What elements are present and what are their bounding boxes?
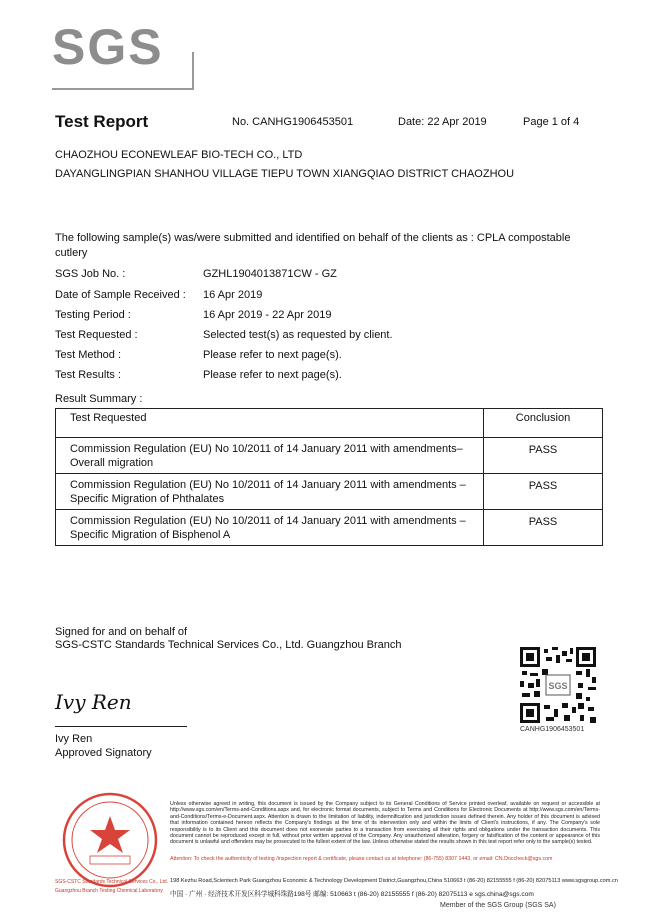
results-label: Test Results : [55,369,122,381]
logo-underline [52,88,192,90]
conclusion-cell: PASS [484,474,603,510]
test-cell [56,474,484,510]
summary-caption: Result Summary : [55,393,143,405]
test-line-2: Specific Migration of Bisphenol A [70,529,231,541]
test-line-2: Overall migration [70,457,154,469]
results-value: Please refer to next page(s). [203,369,342,381]
job-no-label: SGS Job No. : [55,268,126,280]
result-summary-table [55,408,603,546]
report-number: No. CANHG1906453501 [232,116,354,128]
received-value: 16 Apr 2019 [203,289,263,301]
period-value: 16 Apr 2019 - 22 Apr 2019 [203,309,332,321]
sgs-logo [52,19,192,86]
logo-tick [192,52,194,90]
table-header-row [56,409,603,438]
test-line-2: Specific Migration of Phthalates [70,493,225,505]
address-chinese: 中国 · 广州 · 经济技术开发区科学城科珠路198号 邮编: 510663 t (86-20) 82155555 f (86-20) 82075113 e sgs.china@sgs.com [170,891,534,898]
signed-line-1: Signed for and on behalf of [55,626,188,638]
intro-line-2: cutlery [55,247,88,259]
conclusion-cell: PASS [484,510,603,546]
received-label: Date of Sample Received : [55,289,186,301]
logo-text: SGS [52,19,164,75]
signed-line-2: SGS-CSTC Standards Technical Services Co., Ltd. Guangzhou Branch [55,639,402,651]
member-line: Member of the SGS Group (SGS SA) [440,902,556,909]
test-cell [56,510,484,546]
stamp-caption: SGS-CSTC Standards Technical Services Co., Ltd. Guangzhou Branch Testing Chemical Laboratory [55,879,169,894]
report-title: Test Report [55,112,149,131]
signatory-role: Approved Signatory [55,747,152,759]
signature-line [55,726,187,727]
intro-line-1: The following sample(s) was/were submitted and identified on behalf of the clients as : CPLA compostable [55,232,571,244]
method-value: Please refer to next page(s). [203,349,342,361]
col-conclusion: Conclusion [484,409,603,438]
handwritten-signature: Ivy Ren [55,690,132,714]
signatory-name: Ivy Ren [55,733,93,745]
fine-print: Unless otherwise agreed in writing, this document is issued by the Company subject to its General Conditions of Service printed overleaf, available on request or accessible at http://www.sgs.com/en/Terms-and-Conditions.aspx and, for electronic format documents, subject to Terms and Conditions for Electronic Documents at http://www.sgs.com/en/Terms-and-Conditions/Terms-e-Document.aspx. Attention is drawn to the limitation of liability, indemnification and jurisdiction issues defined therein. Any holder of this document is advised that information contained hereon reflects the Company's findings at the time of its intervention only and within the limits of Client's instructions, if any. The Company's sole responsibility is to its Client and this document does not exonerate parties to a transaction from exercising all their rights and obligations under the transaction documents. This document cannot be reproduced except in full, without prior written approval of the Company. Any unauthorized alteration, forgery or falsification of the content or appearance of this document is unlawful and offenders may be prosecuted to the fullest extent of the law. Unless otherwise stated the results shown in this test report refer only to the sample(s) tested. [170,801,600,846]
client-address: DAYANGLINGPIAN SHANHOU VILLAGE TIEPU TOWN XIANGQIAO DISTRICT CHAOZHOU [55,168,515,180]
report-date: Date: 22 Apr 2019 [398,116,487,128]
method-label: Test Method : [55,349,122,361]
qr-badge: SGS [548,681,568,691]
period-label: Testing Period : [55,309,131,321]
conclusion-cell: PASS [484,438,603,474]
qr-caption: CANHG1906453501 [520,726,585,733]
red-seal-stamp [60,790,160,890]
table-row [56,510,603,546]
test-line-1: Commission Regulation (EU) No 10/2011 of 14 January 2011 with amendments – [70,479,466,491]
test-line-1: Commission Regulation (EU) No 10/2011 of 14 January 2011 with amendments– [70,443,463,455]
test-line-1: Commission Regulation (EU) No 10/2011 of 14 January 2011 with amendments – [70,515,466,527]
test-cell [56,438,484,474]
page-number: Page 1 of 4 [523,116,580,128]
qr-code [520,647,596,723]
col-test-requested: Test Requested [56,409,484,438]
address-english: 198 Kezhu Road,Scientech Park Guangzhou Economic & Technology Development District,Guangzhou,China 510663 t (86-20) 82155555 f (86-20) 82075113 www.sgsgroup.com.cn [170,878,618,884]
requested-label: Test Requested : [55,329,138,341]
table-row [56,474,603,510]
requested-value: Selected test(s) as requested by client. [203,329,393,341]
table-row [56,438,603,474]
authenticity-notice: Attention: To check the authenticity of testing /inspection report & certificate, please contact us at telephone: (86-755) 8307 1443, or email: CN.Doccheck@sgs.com [170,856,553,862]
client-name: CHAOZHOU ECONEWLEAF BIO-TECH CO., LTD [55,149,303,161]
job-no-value: GZHL1904013871CW - GZ [203,268,337,280]
